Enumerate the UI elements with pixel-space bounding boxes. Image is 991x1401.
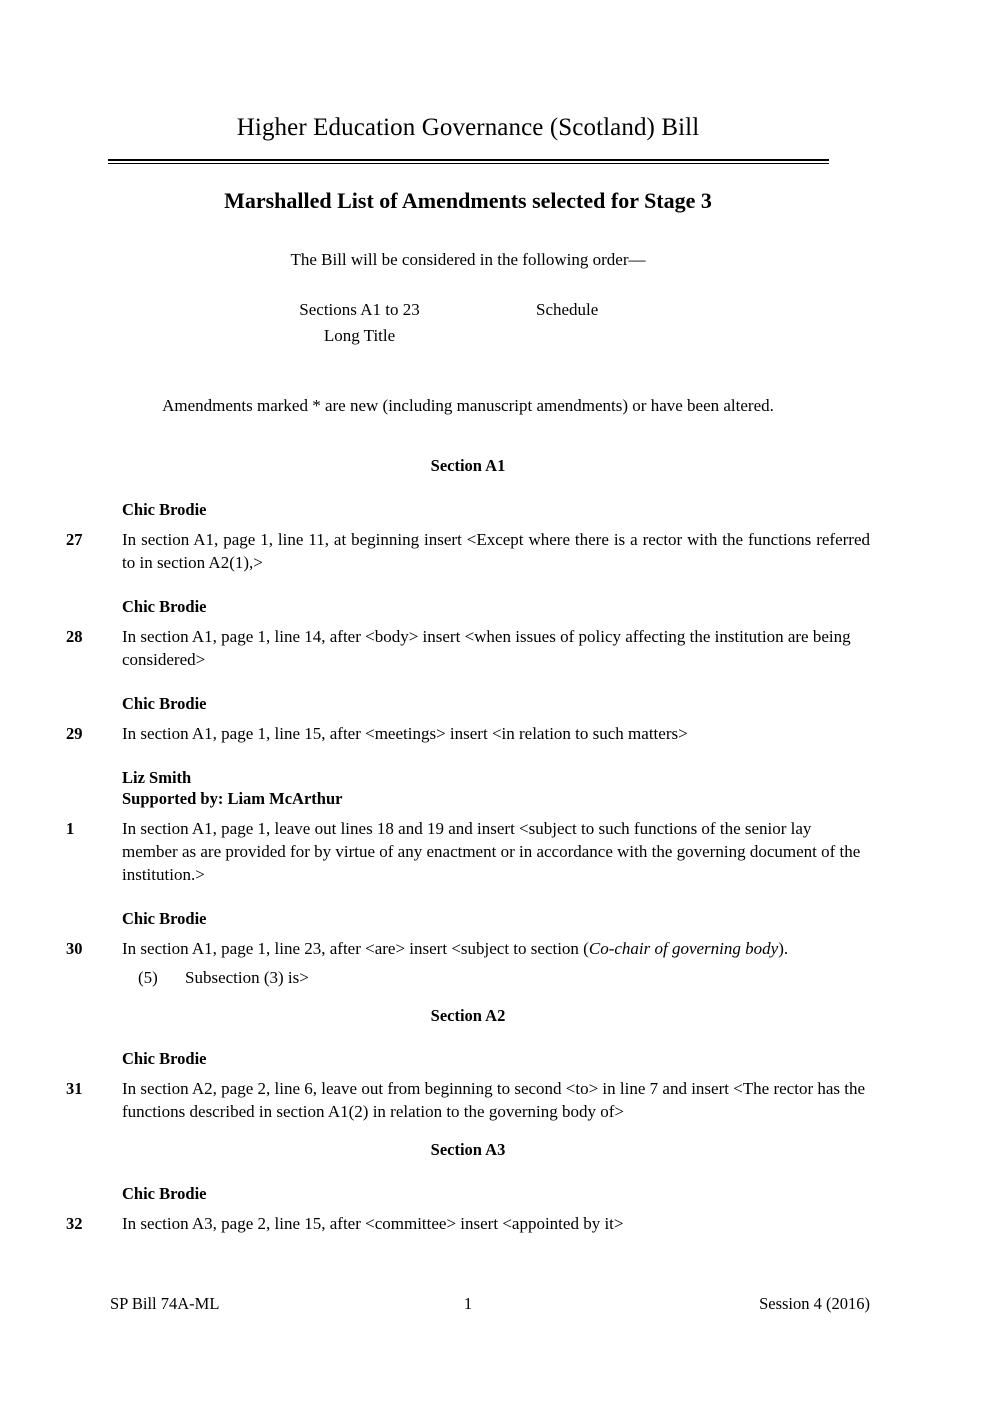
- amendment-italic-reference: Co-chair of governing body: [588, 938, 779, 958]
- consideration-order-block: [66, 297, 870, 351]
- amendment-text: In section A1, page 1, line 23, after <are> insert <subject to section (Co-chair of governing body).: [122, 938, 789, 958]
- member-name: Chic Brodie: [122, 908, 207, 928]
- amendment-entry: [66, 617, 870, 671]
- member-name: Liz Smith: [122, 767, 192, 787]
- amendment-member-block: [66, 671, 870, 714]
- sub-paragraph-text: Subsection (3) is>: [185, 967, 309, 987]
- amendment-sub-paragraph: [122, 960, 870, 989]
- document-subtitle: Marshalled List of Amendments selected for Stage 3: [224, 188, 712, 213]
- order-schedule-line: Schedule: [536, 299, 599, 319]
- footer-bill-reference: SP Bill 74A-ML: [110, 1294, 220, 1313]
- amendments-body: [66, 416, 870, 1235]
- amendment-member-block: [66, 1161, 870, 1204]
- amendment-member-block: [66, 1026, 870, 1069]
- amendment-entry: [66, 520, 870, 574]
- amendment-text: In section A1, page 1, line 11, at beginning insert <Except where there is a rector with the functions referred to in section A2(1),>: [122, 529, 870, 572]
- amendment-number: 30: [66, 938, 83, 958]
- section-heading: Section A3: [430, 1140, 506, 1160]
- amendment-number: 32: [66, 1213, 83, 1233]
- amendment-number: 31: [66, 1079, 83, 1099]
- section-heading: Section A1: [430, 455, 506, 475]
- amendment-number: 29: [66, 723, 83, 743]
- amendment-number: 27: [66, 529, 83, 549]
- footer-page-number: 1: [463, 1294, 473, 1313]
- document-content-column: [66, 0, 870, 1401]
- order-lead-text: The Bill will be considered in the following order—: [290, 250, 646, 270]
- order-sections-line: Sections A1 to 23: [299, 299, 420, 319]
- amendment-number: 28: [66, 626, 83, 646]
- amendment-text: In section A2, page 2, line 6, leave out from beginning to second <to> in line 7 and insert <The rector has the functions described in section A1(2) in relation to the governing body of>: [122, 1079, 866, 1122]
- member-name: Chic Brodie: [122, 693, 207, 713]
- amendment-text: In section A1, page 1, line 14, after <body> insert <when issues of policy affecting the institution are being considered>: [122, 626, 851, 669]
- footer-session: Session 4 (2016): [759, 1294, 870, 1313]
- amendment-entry: [66, 1069, 870, 1123]
- sub-paragraph-marker: (5): [138, 967, 158, 987]
- amendment-entry: [66, 929, 870, 989]
- member-name: Chic Brodie: [122, 596, 207, 616]
- amendment-text: In section A3, page 2, line 15, after <committee> insert <appointed by it>: [122, 1213, 624, 1233]
- amendments-marked-note: Amendments marked * are new (including manuscript amendments) or have been altered.: [162, 395, 774, 415]
- order-long-title-line: Long Title: [323, 325, 396, 345]
- member-name: Chic Brodie: [122, 499, 207, 519]
- amendment-number: 1: [66, 818, 75, 838]
- document-title: Higher Education Governance (Scotland) Bill: [236, 114, 700, 141]
- member-name: Chic Brodie: [122, 1183, 207, 1203]
- page-footer: [66, 1292, 870, 1316]
- amendment-member-block: [66, 574, 870, 617]
- section-heading: Section A2: [430, 1005, 506, 1025]
- order-column-left: [227, 297, 492, 349]
- amendment-member-block: [66, 745, 870, 809]
- amendment-member-block: [66, 886, 870, 929]
- amendment-member-block: [66, 477, 870, 520]
- order-column-right: [536, 297, 736, 323]
- member-name: Chic Brodie: [122, 1049, 207, 1069]
- amendment-text: In section A1, page 1, line 15, after <meetings> insert <in relation to such matters>: [122, 723, 688, 743]
- supported-by-line: Supported by: Liam McArthur: [122, 788, 343, 808]
- amendment-text: In section A1, page 1, leave out lines 18 and 19 and insert <subject to such functions of the senior lay member as are provided for by virtue of any enactment or in accordance with the governing document of the institution.>: [122, 818, 861, 884]
- amendment-entry: [66, 1204, 870, 1235]
- amendment-entry: [66, 809, 870, 886]
- amendment-entry: [66, 714, 870, 745]
